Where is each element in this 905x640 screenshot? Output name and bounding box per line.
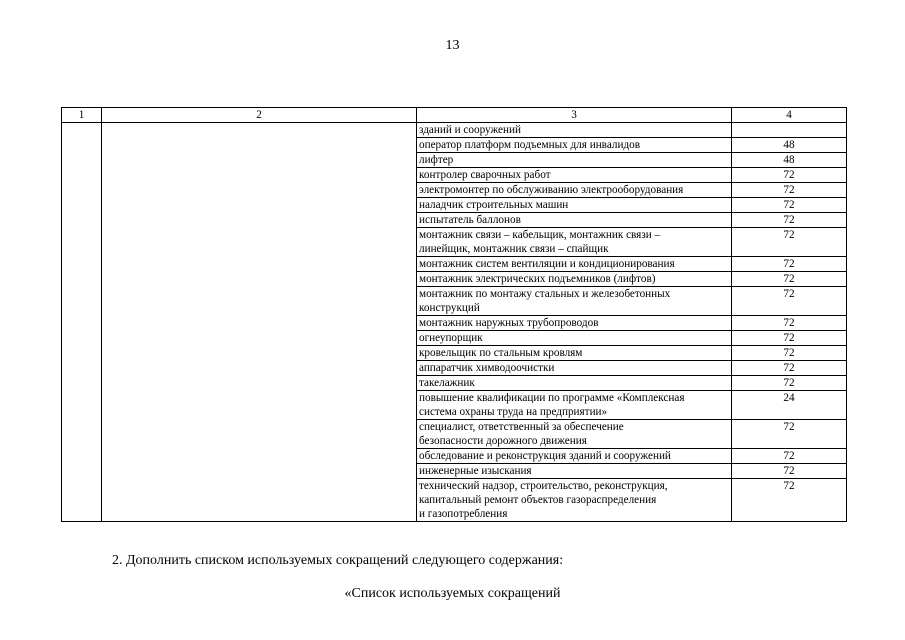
course-hours: 72 xyxy=(732,287,847,316)
course-name: зданий и сооружений xyxy=(417,123,732,138)
course-hours: 72 xyxy=(732,361,847,376)
course-hours: 72 xyxy=(732,228,847,257)
course-name: инженерные изыскания xyxy=(417,464,732,479)
page-number: 13 xyxy=(445,38,460,53)
header-col-3: 3 xyxy=(417,108,732,123)
course-name: такелажник xyxy=(417,376,732,391)
course-hours: 72 xyxy=(732,316,847,331)
courses-table xyxy=(61,107,847,522)
course-name: контролер сварочных работ xyxy=(417,168,732,183)
course-hours: 72 xyxy=(732,213,847,228)
course-hours: 72 xyxy=(732,464,847,479)
amendment-paragraph: 2. Дополнить списком используемых сокращений следующего содержания: xyxy=(112,553,564,568)
header-row xyxy=(62,108,847,123)
course-hours: 72 xyxy=(732,479,847,522)
course-hours: 72 xyxy=(732,272,847,287)
course-hours: 72 xyxy=(732,331,847,346)
empty-cell-col-1 xyxy=(62,123,102,522)
abbreviations-title: «Список используемых сокращений xyxy=(344,586,561,601)
course-name: монтажник связи – кабельщик, монтажник связи – линейщик, монтажник связи – спайщик xyxy=(417,228,732,257)
course-name: специалист, ответственный за обеспечение безопасности дорожного движения xyxy=(417,420,732,449)
course-hours: 72 xyxy=(732,257,847,272)
empty-cell-col-2 xyxy=(102,123,417,522)
course-hours: 48 xyxy=(732,138,847,153)
table-body xyxy=(62,123,847,522)
course-hours: 72 xyxy=(732,198,847,213)
header-col-1: 1 xyxy=(62,108,102,123)
course-name: монтажник по монтажу стальных и железобетонных конструкций xyxy=(417,287,732,316)
course-name: монтажник систем вентиляции и кондиционирования xyxy=(417,257,732,272)
header-col-4: 4 xyxy=(732,108,847,123)
course-hours: 72 xyxy=(732,420,847,449)
course-hours: 72 xyxy=(732,183,847,198)
course-name: монтажник электрических подъемников (лифтов) xyxy=(417,272,732,287)
course-name: технический надзор, строительство, реконструкция, капитальный ремонт объектов газораспределения и газопотребления xyxy=(417,479,732,522)
course-hours xyxy=(732,123,847,138)
course-name: оператор платформ подъемных для инвалидов xyxy=(417,138,732,153)
course-hours: 72 xyxy=(732,376,847,391)
course-name: испытатель баллонов xyxy=(417,213,732,228)
course-hours: 24 xyxy=(732,391,847,420)
course-hours: 72 xyxy=(732,346,847,361)
course-name: обследование и реконструкция зданий и сооружений xyxy=(417,449,732,464)
course-hours: 72 xyxy=(732,449,847,464)
course-hours: 72 xyxy=(732,168,847,183)
course-name: лифтер xyxy=(417,153,732,168)
table-row xyxy=(62,123,847,138)
course-name: кровельщик по стальным кровлям xyxy=(417,346,732,361)
header-col-2: 2 xyxy=(102,108,417,123)
course-name: монтажник наружных трубопроводов xyxy=(417,316,732,331)
course-name: огнеупорщик xyxy=(417,331,732,346)
course-name: электромонтер по обслуживанию электрооборудования xyxy=(417,183,732,198)
course-name: наладчик строительных машин xyxy=(417,198,732,213)
course-name: аппаратчик химводоочистки xyxy=(417,361,732,376)
course-name: повышение квалификации по программе «Комплексная система охраны труда на предприятии» xyxy=(417,391,732,420)
course-hours: 48 xyxy=(732,153,847,168)
